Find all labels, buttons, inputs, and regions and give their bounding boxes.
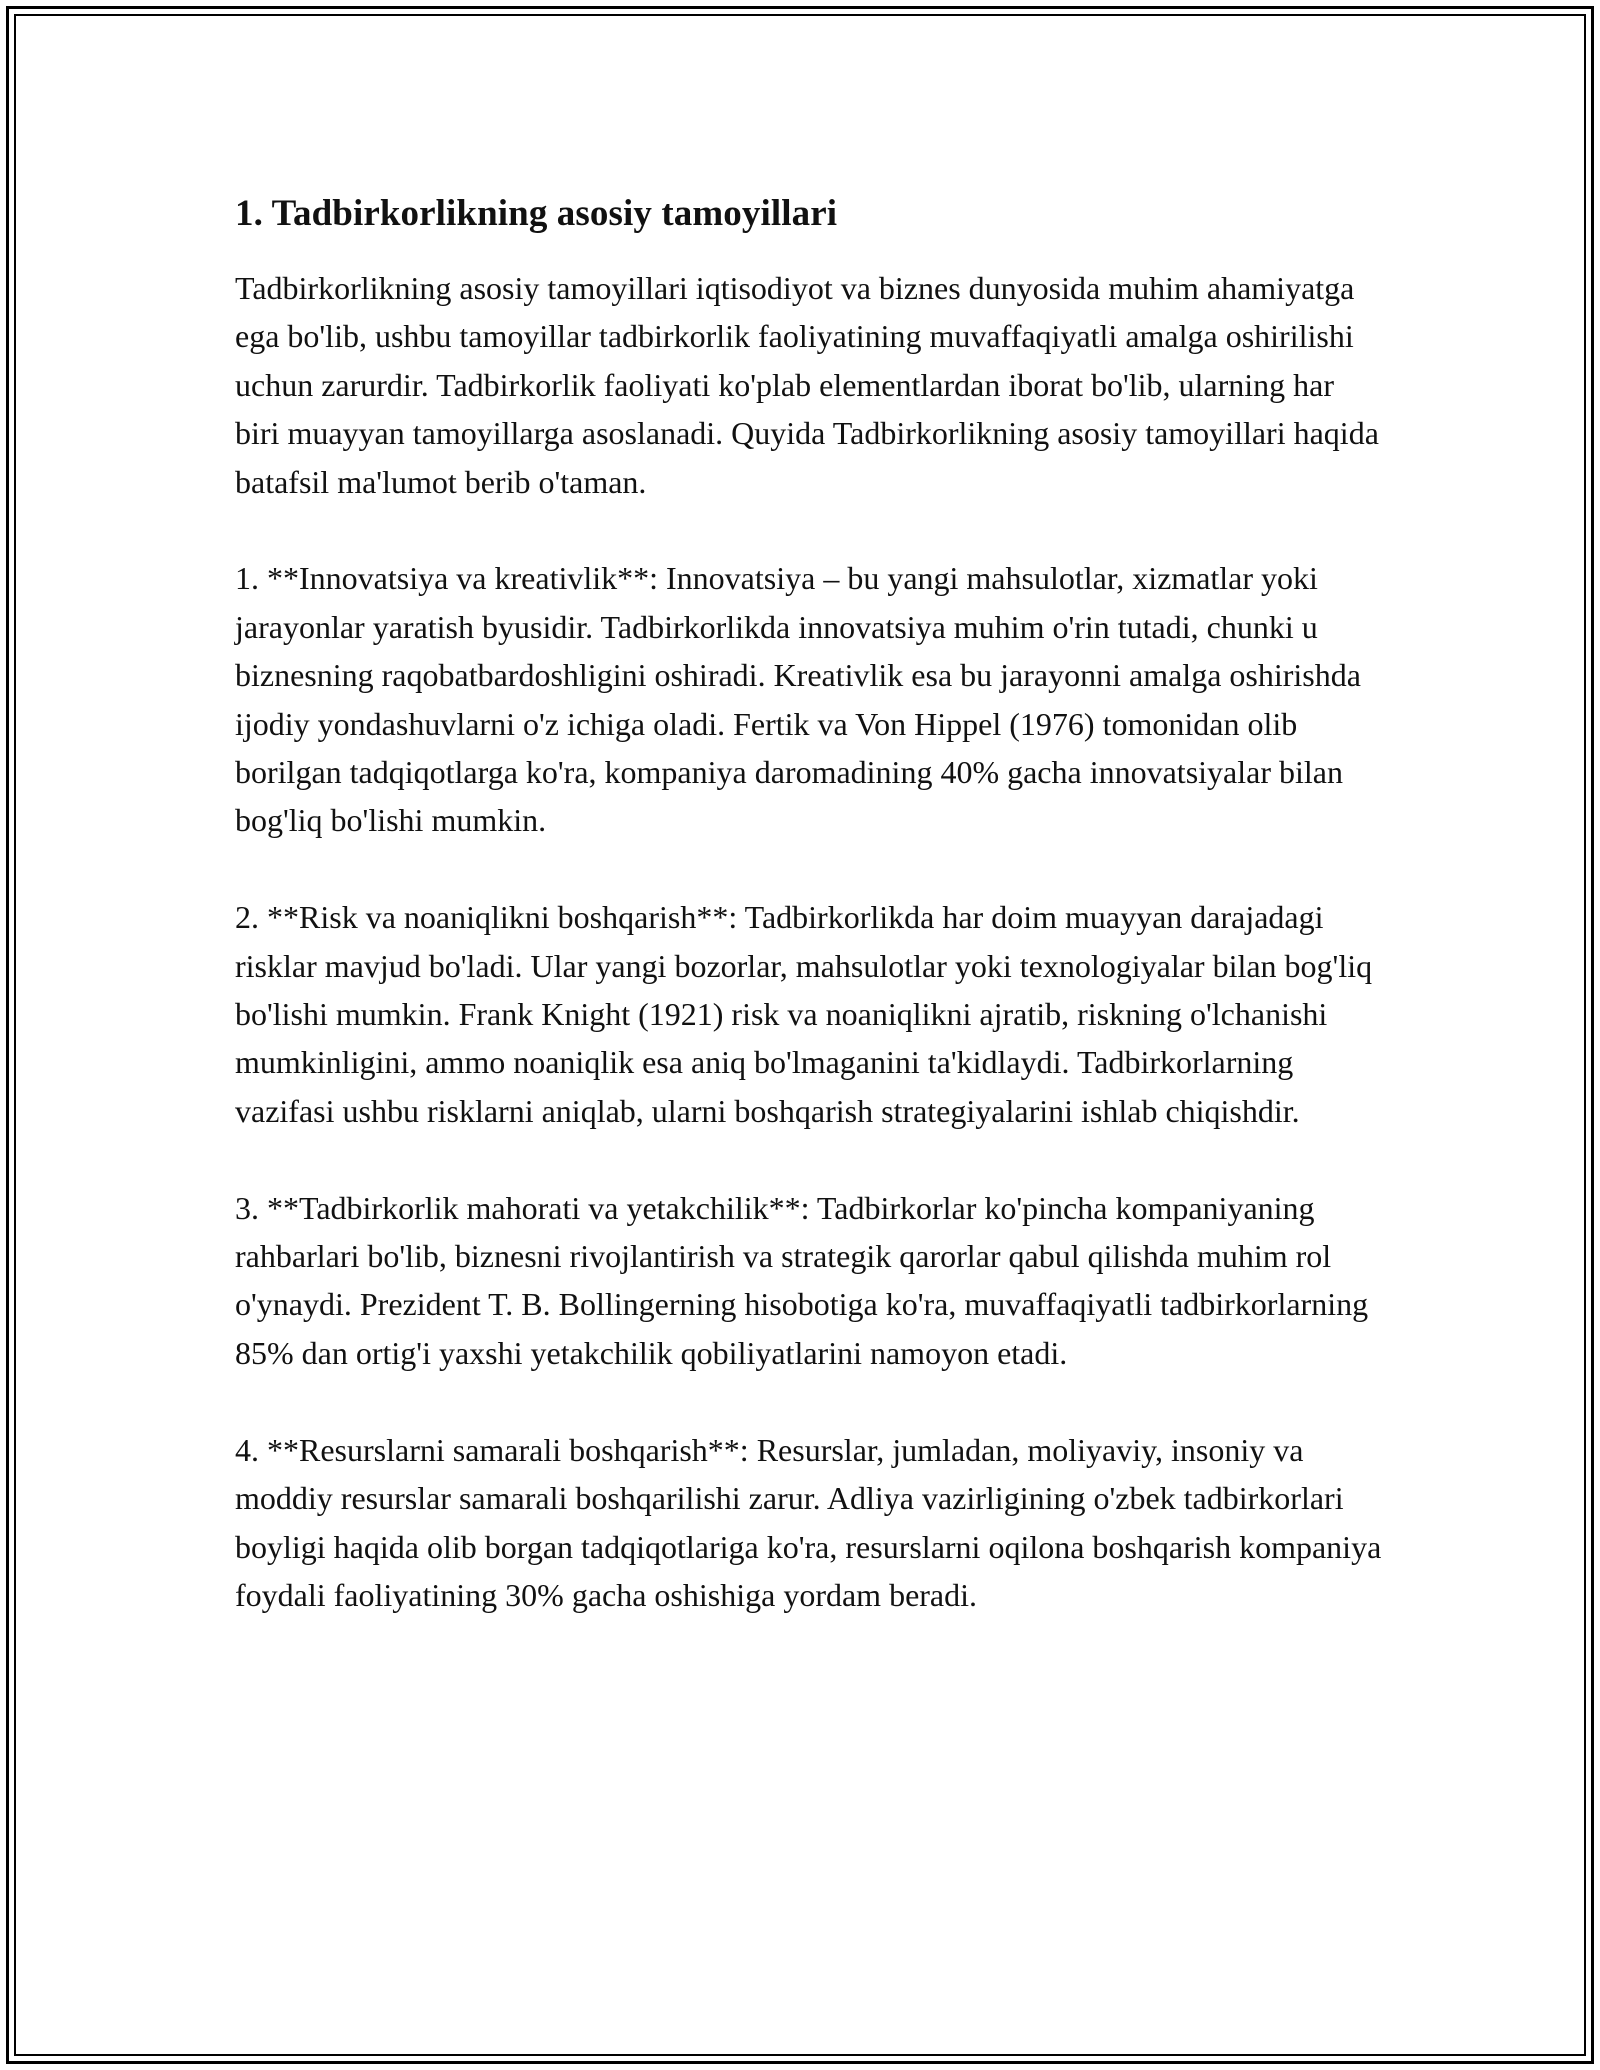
intro-paragraph: Tadbirkorlikning asosiy tamoyillari iqtisodiyot va biznes dunyosida muhim ahamiyatga ega bo'lib, ushbu tamoyillar tadbirkorlik faoliyatining muvaffaqiyatli amalga oshirilishi uchun zarurdir. Tadbirkorlik faoliyati ko'plab elementlardan iborat bo'lib, ularning har biri muayyan tamoyillarga asoslanadi. Quyida Tadbirkorlikning asosiy tamoyillari haqida batafsil ma'lumot berib o'taman. <box>235 270 1379 500</box>
principle-paragraph-4: 4. **Resurslarni samarali boshqarish**: Resurslar, jumladan, moliyaviy, insoniy va moddiy resurslar samarali boshqarilishi zarur. Adliya vazirligining o'zbek tadbirkorlari boyligi haqida olib borgan tadqiqotlariga ko'ra, resurslarni oqilona boshqarish kompaniya foydali faoliyatining 30% gacha oshishiga yordam beradi. <box>235 1431 1382 1613</box>
principle-paragraph-3: 3. **Tadbirkorlik mahorati va yetakchilik**: Tadbirkorlar ko'pincha kompaniyaning rahbarlari bo'lib, biznesni rivojlantirish va strategik qarorlar qabul qilishda muhim rol o'ynaydi. Prezident T. B. Bollingerning hisobotiga ko'ra, muvaffaqiyatli tadbirkorlarning 85% dan ortig'i yaxshi yetakchilik qobiliyatlarini namoyon etadi. <box>235 1189 1369 1371</box>
section-heading: 1. Tadbirkorlikning asosiy tamoyillari <box>235 193 838 234</box>
document-body <box>235 186 1385 1619</box>
principle-paragraph-1: 1. **Innovatsiya va kreativlik**: Innovatsiya – bu yangi mahsulotlar, xizmatlar yoki jarayonlar yaratish byusidir. Tadbirkorlikda innovatsiya muhim o'rin tutadi, chunki u biznesning raqobatbardoshligini oshiradi. Kreativlik esa bu jarayonni amalga oshirishda ijodiy yondashuvlarni o'z ichiga oladi. Fertik va Von Hippel (1976) tomonidan olib borilgan tadqiqotlarga ko'ra, kompaniya daromadining 40% gacha innovatsiyalar bilan bog'liq bo'lishi mumkin. <box>235 560 1361 839</box>
principle-paragraph-2: 2. **Risk va noaniqlikni boshqarish**: Tadbirkorlikda har doim muayyan darajadagi risklar mavjud bo'ladi. Ular yangi bozorlar, mahsulotlar yoki texnologiyalar bilan bog'liq bo'lishi mumkin. Frank Knight (1921) risk va noaniqlikni ajratib, riskning o'lchanishi mumkinligini, ammo noaniqlik esa aniq bo'lmaganini ta'kidlaydi. Tadbirkorlarning vazifasi ushbu risklarni aniqlab, ularni boshqarish strategiyalarini ishlab chiqishdir. <box>235 899 1373 1129</box>
